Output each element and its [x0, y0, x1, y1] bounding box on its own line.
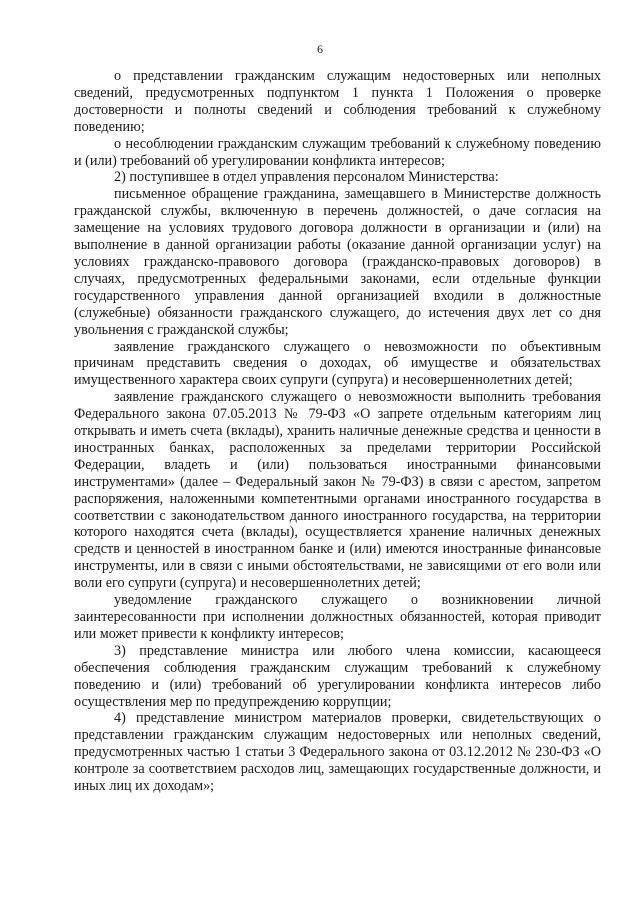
- paragraph: 2) поступившее в отдел управления персоналом Министерства:: [114, 169, 499, 186]
- paragraph: 3) представление министра или любого члена комиссии, касающееся обеспечения соблюдения гражданским служащим требований к служебному поведению и (или) требований об урегулировании конфликта интересов либо осуществления мер по предупреждению коррупции;: [74, 642, 601, 710]
- paragraph: заявление гражданского служащего о невозможности выполнить требования Федерального закона 07.05.2013 № 79-ФЗ «О запрете отдельным категориям лиц открывать и иметь счета (вклады), хранить наличные денежные средства и ценности в иностранных банках, расположенных за пределами территории Российской Федерации, владеть и (или) пользоваться иностранными финансовыми инструментами» (далее – Федеральный закон № 79-ФЗ) в связи с арестом, запретом распоряжения, наложенными компетентными органами иностранного государства в соответствии с законодательством данного иностранного государства, на территории которого находятся счета (вклады), осуществляется хранение наличных денежных средств и ценностей в иностранном банке и (или) имеются иностранные финансовые инструменты, или в связи с иными обстоятельствами, не зависящими от его воли или воли его супруги (супруга) и несовершеннолетних детей;: [74, 389, 601, 592]
- page-number: 6: [317, 42, 323, 56]
- paragraph: заявление гражданского служащего о невозможности по объективным причинам представить сведения о доходах, об имуществе и обязательствах имущественного характера своих супруги (супруга) и несовершеннолетних детей;: [74, 338, 601, 389]
- paragraph: письменное обращение гражданина, замещавшего в Министерстве должность гражданской службы, включенную в перечень должностей, о даче согласия на замещение на условиях трудового договора должности в организации и (или) на выполнение в данной организации работы (оказание данной организации услуг) на условиях гражданско-правового договора (гражданско-правовых договоров) в случаях, предусмотренных федеральными законами, если отдельные функции государственного управления данной организацией входили в должностные (служебные) обязанности гражданского служащего, до истечения двух лет со дня увольнения с гражданской службы;: [74, 186, 601, 338]
- paragraph: о несоблюдении гражданским служащим требований к служебному поведению и (или) требований об урегулировании конфликта интересов;: [74, 135, 601, 169]
- paragraph: 4) представление министром материалов проверки, свидетельствующих о представлении гражданским служащим недостоверных или неполных сведений, предусмотренных частью 1 статьи 3 Федерального закона от 03.12.2012 № 230-ФЗ «О контроле за соответствием расходов лиц, замещающих государственные должности, и иных лиц их доходам»;: [74, 710, 601, 795]
- document-body: [74, 68, 601, 795]
- paragraph: о представлении гражданским служащим недостоверных или неполных сведений, предусмотренных подпунктом 1 пункта 1 Положения о проверке достоверности и полноты сведений и соблюдения требований к служебному поведению;: [74, 68, 601, 135]
- paragraph: уведомление гражданского служащего о возникновении личной заинтересованности при исполнении должностных обязанностей, которая приводит или может привести к конфликту интересов;: [74, 592, 601, 642]
